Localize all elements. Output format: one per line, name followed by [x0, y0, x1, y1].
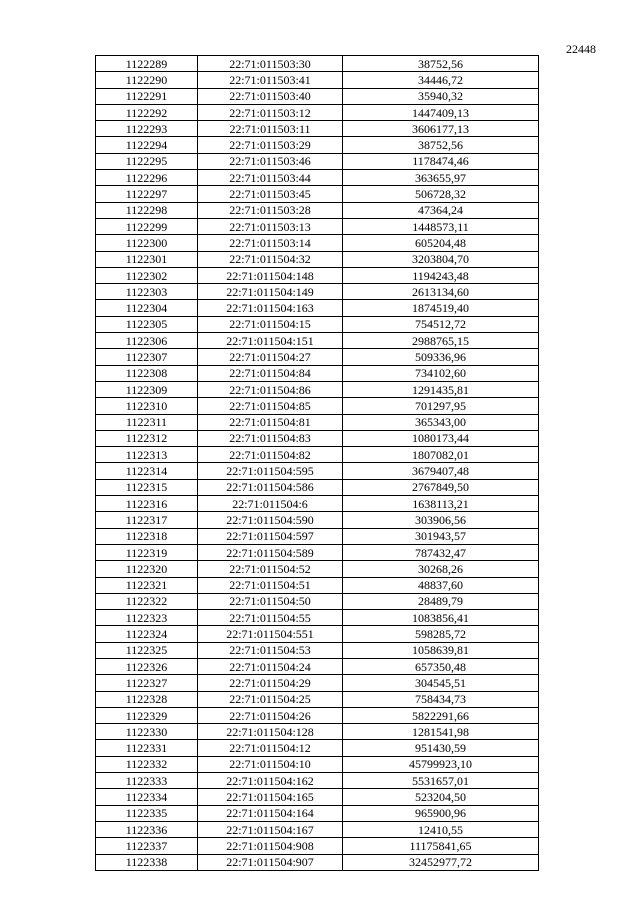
cadastral-number-cell: 22:71:011504:165: [198, 789, 343, 805]
row-number-cell: 1122330: [96, 724, 198, 740]
cadastral-number-cell: 22:71:011504:83: [198, 430, 343, 446]
cadastral-number-cell: 22:71:011504:81: [198, 414, 343, 430]
cadastral-number-cell: 22:71:011504:32: [198, 251, 343, 267]
table-row: [96, 137, 539, 153]
table-row: [96, 218, 539, 234]
cadastral-number-cell: 22:71:011504:51: [198, 577, 343, 593]
table-row: [96, 724, 539, 740]
cadastral-value-cell: 11175841,65: [343, 838, 539, 854]
table-row: [96, 577, 539, 593]
row-number-cell: 1122307: [96, 349, 198, 365]
page-number: 22448: [566, 42, 596, 56]
row-number-cell: 1122314: [96, 463, 198, 479]
cadastral-number-cell: 22:71:011503:14: [198, 235, 343, 251]
cadastral-number-cell: 22:71:011504:55: [198, 610, 343, 626]
cadastral-value-cell: 1083856,41: [343, 610, 539, 626]
row-number-cell: 1122334: [96, 789, 198, 805]
row-number-cell: 1122303: [96, 284, 198, 300]
cadastral-value-cell: 1447409,13: [343, 104, 539, 120]
row-number-cell: 1122333: [96, 773, 198, 789]
cadastral-value-cell: 1194243,48: [343, 267, 539, 283]
row-number-cell: 1122306: [96, 333, 198, 349]
cadastral-value-cell: 3679407,48: [343, 463, 539, 479]
cadastral-number-cell: 22:71:011503:29: [198, 137, 343, 153]
cadastral-value-cell: 47364,24: [343, 202, 539, 218]
cadastral-number-cell: 22:71:011504:24: [198, 658, 343, 674]
table-row: [96, 251, 539, 267]
table-row: [96, 300, 539, 316]
cadastral-value-cell: 657350,48: [343, 658, 539, 674]
row-number-cell: 1122331: [96, 740, 198, 756]
cadastral-number-cell: 22:71:011504:27: [198, 349, 343, 365]
row-number-cell: 1122301: [96, 251, 198, 267]
table-row: [96, 512, 539, 528]
row-number-cell: 1122305: [96, 316, 198, 332]
cadastral-value-cell: 605204,48: [343, 235, 539, 251]
table-row: [96, 561, 539, 577]
cadastral-number-cell: 22:71:011503:45: [198, 186, 343, 202]
cadastral-number-cell: 22:71:011504:597: [198, 528, 343, 544]
cadastral-value-cell: 598285,72: [343, 626, 539, 642]
table-row: [96, 544, 539, 560]
table-row: [96, 430, 539, 446]
row-number-cell: 1122309: [96, 381, 198, 397]
cadastral-number-cell: 22:71:011504:6: [198, 496, 343, 512]
row-number-cell: 1122292: [96, 104, 198, 120]
table-row: [96, 447, 539, 463]
cadastral-number-cell: 22:71:011504:50: [198, 593, 343, 609]
table-row: [96, 381, 539, 397]
table-row: [96, 496, 539, 512]
cadastral-value-cell: 1080173,44: [343, 430, 539, 446]
cadastral-number-cell: 22:71:011503:11: [198, 121, 343, 137]
cadastral-number-cell: 22:71:011503:12: [198, 104, 343, 120]
table-row: [96, 56, 539, 72]
cadastral-value-cell: 38752,56: [343, 56, 539, 72]
cadastral-value-cell: 30268,26: [343, 561, 539, 577]
row-number-cell: 1122322: [96, 593, 198, 609]
row-number-cell: 1122295: [96, 153, 198, 169]
cadastral-value-cell: 1281541,98: [343, 724, 539, 740]
table-row: [96, 88, 539, 104]
cadastral-number-cell: 22:71:011504:908: [198, 838, 343, 854]
cadastral-number-cell: 22:71:011503:28: [198, 202, 343, 218]
cadastral-value-cell: 304545,51: [343, 675, 539, 691]
table-row: [96, 202, 539, 218]
table-row: [96, 104, 539, 120]
cadastral-number-cell: 22:71:011504:148: [198, 267, 343, 283]
cadastral-number-cell: 22:71:011503:30: [198, 56, 343, 72]
cadastral-number-cell: 22:71:011504:53: [198, 642, 343, 658]
cadastral-number-cell: 22:71:011504:151: [198, 333, 343, 349]
table-row: [96, 153, 539, 169]
table-row: [96, 121, 539, 137]
cadastral-number-cell: 22:71:011504:595: [198, 463, 343, 479]
cadastral-value-cell: 2988765,15: [343, 333, 539, 349]
table-row: [96, 691, 539, 707]
cadastral-value-cell: 754512,72: [343, 316, 539, 332]
cadastral-value-cell: 1807082,01: [343, 447, 539, 463]
cadastral-number-cell: 22:71:011504:15: [198, 316, 343, 332]
row-number-cell: 1122315: [96, 479, 198, 495]
cadastral-number-cell: 22:71:011504:85: [198, 398, 343, 414]
cadastral-number-cell: 22:71:011504:586: [198, 479, 343, 495]
table-row: [96, 821, 539, 837]
cadastral-number-cell: 22:71:011504:149: [198, 284, 343, 300]
row-number-cell: 1122328: [96, 691, 198, 707]
cadastral-value-cell: 1058639,81: [343, 642, 539, 658]
table-row: [96, 235, 539, 251]
cadastral-value-cell: 303906,56: [343, 512, 539, 528]
table-row: [96, 626, 539, 642]
cadastral-number-cell: 22:71:011504:10: [198, 756, 343, 772]
row-number-cell: 1122320: [96, 561, 198, 577]
row-number-cell: 1122337: [96, 838, 198, 854]
row-number-cell: 1122317: [96, 512, 198, 528]
table-row: [96, 414, 539, 430]
row-number-cell: 1122298: [96, 202, 198, 218]
row-number-cell: 1122290: [96, 72, 198, 88]
row-number-cell: 1122296: [96, 170, 198, 186]
cadastral-value-cell: 365343,00: [343, 414, 539, 430]
table-row: [96, 316, 539, 332]
row-number-cell: 1122299: [96, 218, 198, 234]
cadastral-number-cell: 22:71:011504:551: [198, 626, 343, 642]
cadastral-value-cell: 1178474,46: [343, 153, 539, 169]
cadastral-number-cell: 22:71:011503:46: [198, 153, 343, 169]
cadastral-number-cell: 22:71:011504:589: [198, 544, 343, 560]
cadastral-value-cell: 32452977,72: [343, 854, 539, 870]
cadastral-value-cell: 2767849,50: [343, 479, 539, 495]
cadastral-value-cell: 5822291,66: [343, 707, 539, 723]
cadastral-value-table: [95, 55, 539, 871]
row-number-cell: 1122291: [96, 88, 198, 104]
cadastral-value-cell: 506728,32: [343, 186, 539, 202]
table-row: [96, 333, 539, 349]
table-row: [96, 707, 539, 723]
row-number-cell: 1122300: [96, 235, 198, 251]
row-number-cell: 1122294: [96, 137, 198, 153]
row-number-cell: 1122304: [96, 300, 198, 316]
cadastral-number-cell: 22:71:011503:44: [198, 170, 343, 186]
cadastral-number-cell: 22:71:011504:907: [198, 854, 343, 870]
cadastral-value-cell: 2613134,60: [343, 284, 539, 300]
table-row: [96, 284, 539, 300]
cadastral-value-cell: 301943,57: [343, 528, 539, 544]
cadastral-number-cell: 22:71:011504:26: [198, 707, 343, 723]
cadastral-value-cell: 12410,55: [343, 821, 539, 837]
cadastral-number-cell: 22:71:011503:40: [198, 88, 343, 104]
cadastral-number-cell: 22:71:011504:167: [198, 821, 343, 837]
cadastral-value-cell: 1638113,21: [343, 496, 539, 512]
cadastral-value-cell: 3203804,70: [343, 251, 539, 267]
table-row: [96, 72, 539, 88]
row-number-cell: 1122302: [96, 267, 198, 283]
cadastral-value-cell: 1448573,11: [343, 218, 539, 234]
cadastral-number-cell: 22:71:011504:86: [198, 381, 343, 397]
table-row: [96, 740, 539, 756]
table-row: [96, 170, 539, 186]
cadastral-number-cell: 22:71:011504:12: [198, 740, 343, 756]
row-number-cell: 1122297: [96, 186, 198, 202]
table-row: [96, 267, 539, 283]
table-row: [96, 398, 539, 414]
row-number-cell: 1122324: [96, 626, 198, 642]
table-row: [96, 186, 539, 202]
row-number-cell: 1122308: [96, 365, 198, 381]
row-number-cell: 1122313: [96, 447, 198, 463]
cadastral-number-cell: 22:71:011504:29: [198, 675, 343, 691]
table-row: [96, 789, 539, 805]
cadastral-value-cell: 363655,97: [343, 170, 539, 186]
table-row: [96, 593, 539, 609]
table-body: [96, 56, 539, 871]
table-row: [96, 479, 539, 495]
cadastral-value-cell: 1291435,81: [343, 381, 539, 397]
table-row: [96, 365, 539, 381]
cadastral-number-cell: 22:71:011504:128: [198, 724, 343, 740]
row-number-cell: 1122316: [96, 496, 198, 512]
table-row: [96, 675, 539, 691]
cadastral-value-cell: 951430,59: [343, 740, 539, 756]
cadastral-number-cell: 22:71:011503:13: [198, 218, 343, 234]
table-row: [96, 773, 539, 789]
cadastral-number-cell: 22:71:011504:590: [198, 512, 343, 528]
row-number-cell: 1122289: [96, 56, 198, 72]
cadastral-value-cell: 5531657,01: [343, 773, 539, 789]
table-row: [96, 805, 539, 821]
table-row: [96, 756, 539, 772]
table-row: [96, 642, 539, 658]
cadastral-value-cell: 509336,96: [343, 349, 539, 365]
cadastral-value-cell: 48837,60: [343, 577, 539, 593]
row-number-cell: 1122325: [96, 642, 198, 658]
row-number-cell: 1122310: [96, 398, 198, 414]
row-number-cell: 1122335: [96, 805, 198, 821]
cadastral-number-cell: 22:71:011504:52: [198, 561, 343, 577]
cadastral-value-cell: 34446,72: [343, 72, 539, 88]
row-number-cell: 1122332: [96, 756, 198, 772]
table-row: [96, 610, 539, 626]
cadastral-value-cell: 965900,96: [343, 805, 539, 821]
cadastral-number-cell: 22:71:011503:41: [198, 72, 343, 88]
cadastral-value-cell: 35940,32: [343, 88, 539, 104]
cadastral-value-cell: 701297,95: [343, 398, 539, 414]
cadastral-number-cell: 22:71:011504:162: [198, 773, 343, 789]
table-row: [96, 658, 539, 674]
table-row: [96, 463, 539, 479]
row-number-cell: 1122323: [96, 610, 198, 626]
row-number-cell: 1122312: [96, 430, 198, 446]
row-number-cell: 1122329: [96, 707, 198, 723]
cadastral-value-cell: 38752,56: [343, 137, 539, 153]
row-number-cell: 1122293: [96, 121, 198, 137]
table-row: [96, 528, 539, 544]
cadastral-value-cell: 1874519,40: [343, 300, 539, 316]
cadastral-value-cell: 734102,60: [343, 365, 539, 381]
table-row: [96, 854, 539, 870]
cadastral-number-cell: 22:71:011504:163: [198, 300, 343, 316]
row-number-cell: 1122326: [96, 658, 198, 674]
row-number-cell: 1122321: [96, 577, 198, 593]
table-row: [96, 838, 539, 854]
row-number-cell: 1122338: [96, 854, 198, 870]
row-number-cell: 1122336: [96, 821, 198, 837]
cadastral-number-cell: 22:71:011504:84: [198, 365, 343, 381]
row-number-cell: 1122319: [96, 544, 198, 560]
row-number-cell: 1122327: [96, 675, 198, 691]
cadastral-value-cell: 523204,50: [343, 789, 539, 805]
cadastral-value-cell: 45799923,10: [343, 756, 539, 772]
cadastral-number-cell: 22:71:011504:25: [198, 691, 343, 707]
cadastral-value-cell: 787432,47: [343, 544, 539, 560]
cadastral-value-cell: 28489,79: [343, 593, 539, 609]
cadastral-number-cell: 22:71:011504:164: [198, 805, 343, 821]
cadastral-number-cell: 22:71:011504:82: [198, 447, 343, 463]
row-number-cell: 1122311: [96, 414, 198, 430]
row-number-cell: 1122318: [96, 528, 198, 544]
cadastral-value-cell: 758434,73: [343, 691, 539, 707]
table-row: [96, 349, 539, 365]
cadastral-value-cell: 3606177,13: [343, 121, 539, 137]
